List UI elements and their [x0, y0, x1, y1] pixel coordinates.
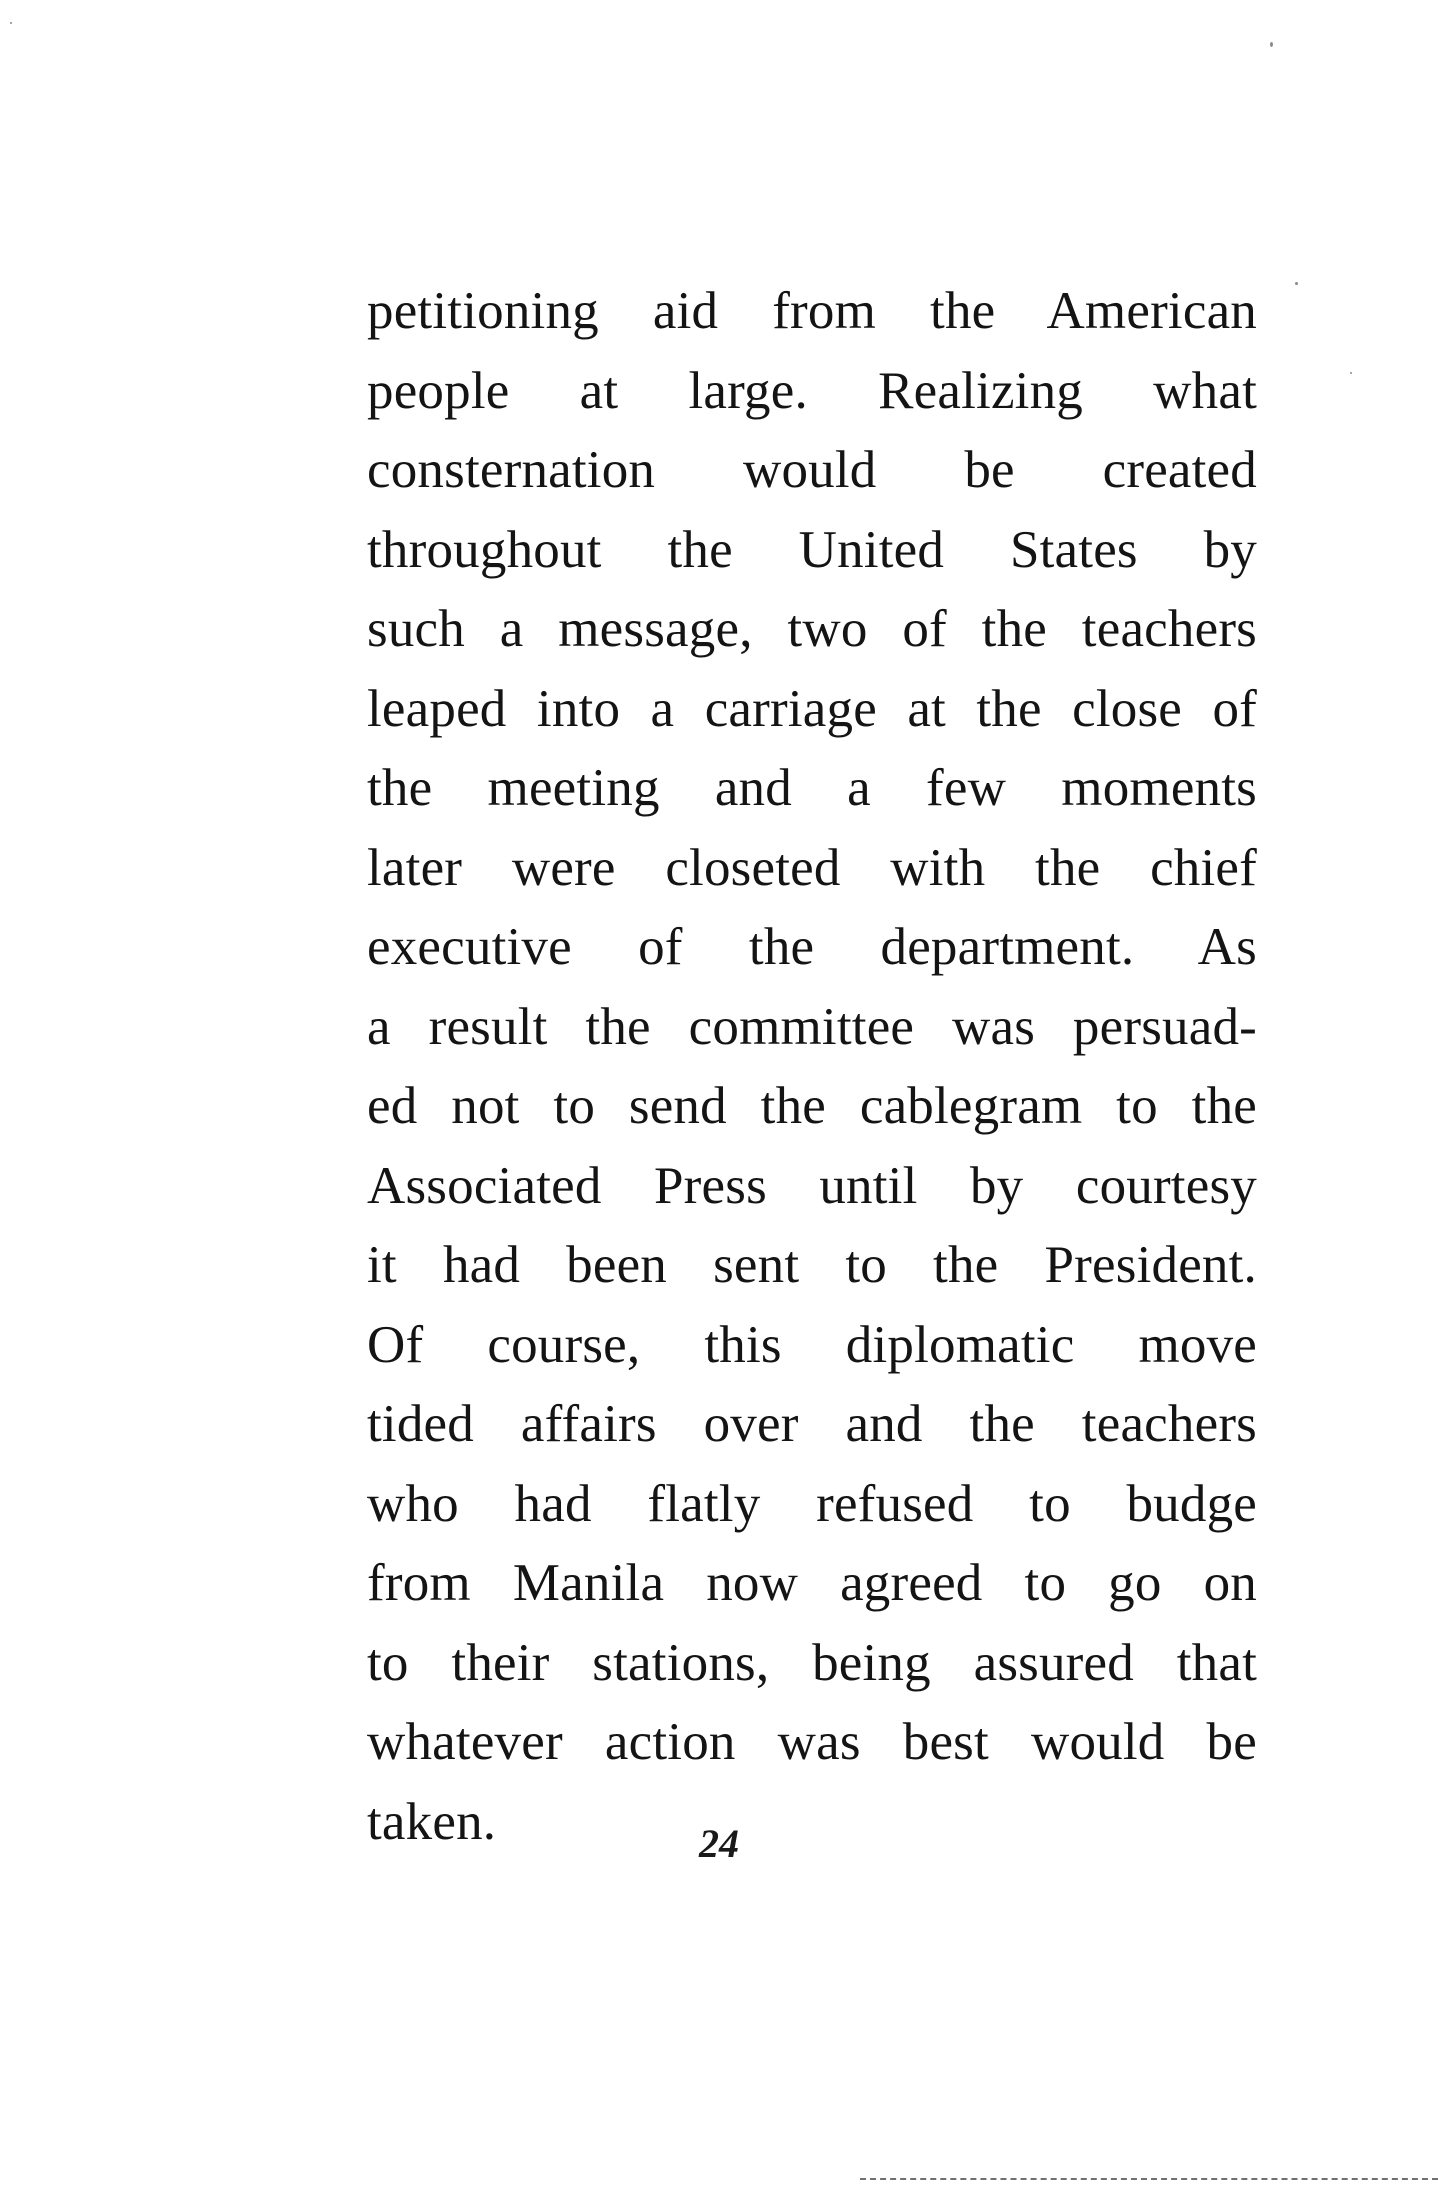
text-line: taken.: [367, 1792, 497, 1851]
scan-edge-rule: [860, 2178, 1438, 2180]
page-number: 24: [699, 1821, 739, 1866]
text-line: Associated Press until by courtesy: [367, 1156, 1257, 1215]
text-line: executive of the department. As: [367, 918, 1257, 976]
text-line: to their stations, being assured that: [367, 1633, 1257, 1692]
text-line: a result the committee was persuad-: [367, 997, 1257, 1056]
text-line: from Manila now agreed to go on: [367, 1554, 1257, 1612]
text-line: petitioning aid from the American: [367, 282, 1257, 340]
text-line: the meeting and a few moments: [367, 759, 1257, 817]
body-text: [367, 272, 1257, 1862]
text-line: it had been sent to the President.: [367, 1236, 1257, 1294]
text-line: consternation would be created: [367, 441, 1257, 499]
text-line: ed not to send the cablegram to the: [367, 1077, 1257, 1135]
text-line: leaped into a carriage at the close of: [367, 679, 1257, 738]
text-line: Of course, this diplomatic move: [367, 1315, 1257, 1374]
scan-speck: [1350, 372, 1352, 374]
text-line: who had flatly refused to budge: [367, 1474, 1257, 1533]
text-line: tided affairs over and the teachers: [367, 1395, 1257, 1453]
text-line: whatever action was best would be: [367, 1713, 1257, 1771]
text-line: later were closeted with the chief: [367, 838, 1257, 897]
scan-speck: [1270, 42, 1273, 47]
text-line: throughout the United States by: [367, 520, 1257, 579]
scan-speck: [10, 22, 12, 24]
text-line: such a message, two of the teachers: [367, 600, 1257, 658]
text-line: people at large. Realizing what: [367, 361, 1257, 420]
scan-speck: [1295, 282, 1298, 285]
